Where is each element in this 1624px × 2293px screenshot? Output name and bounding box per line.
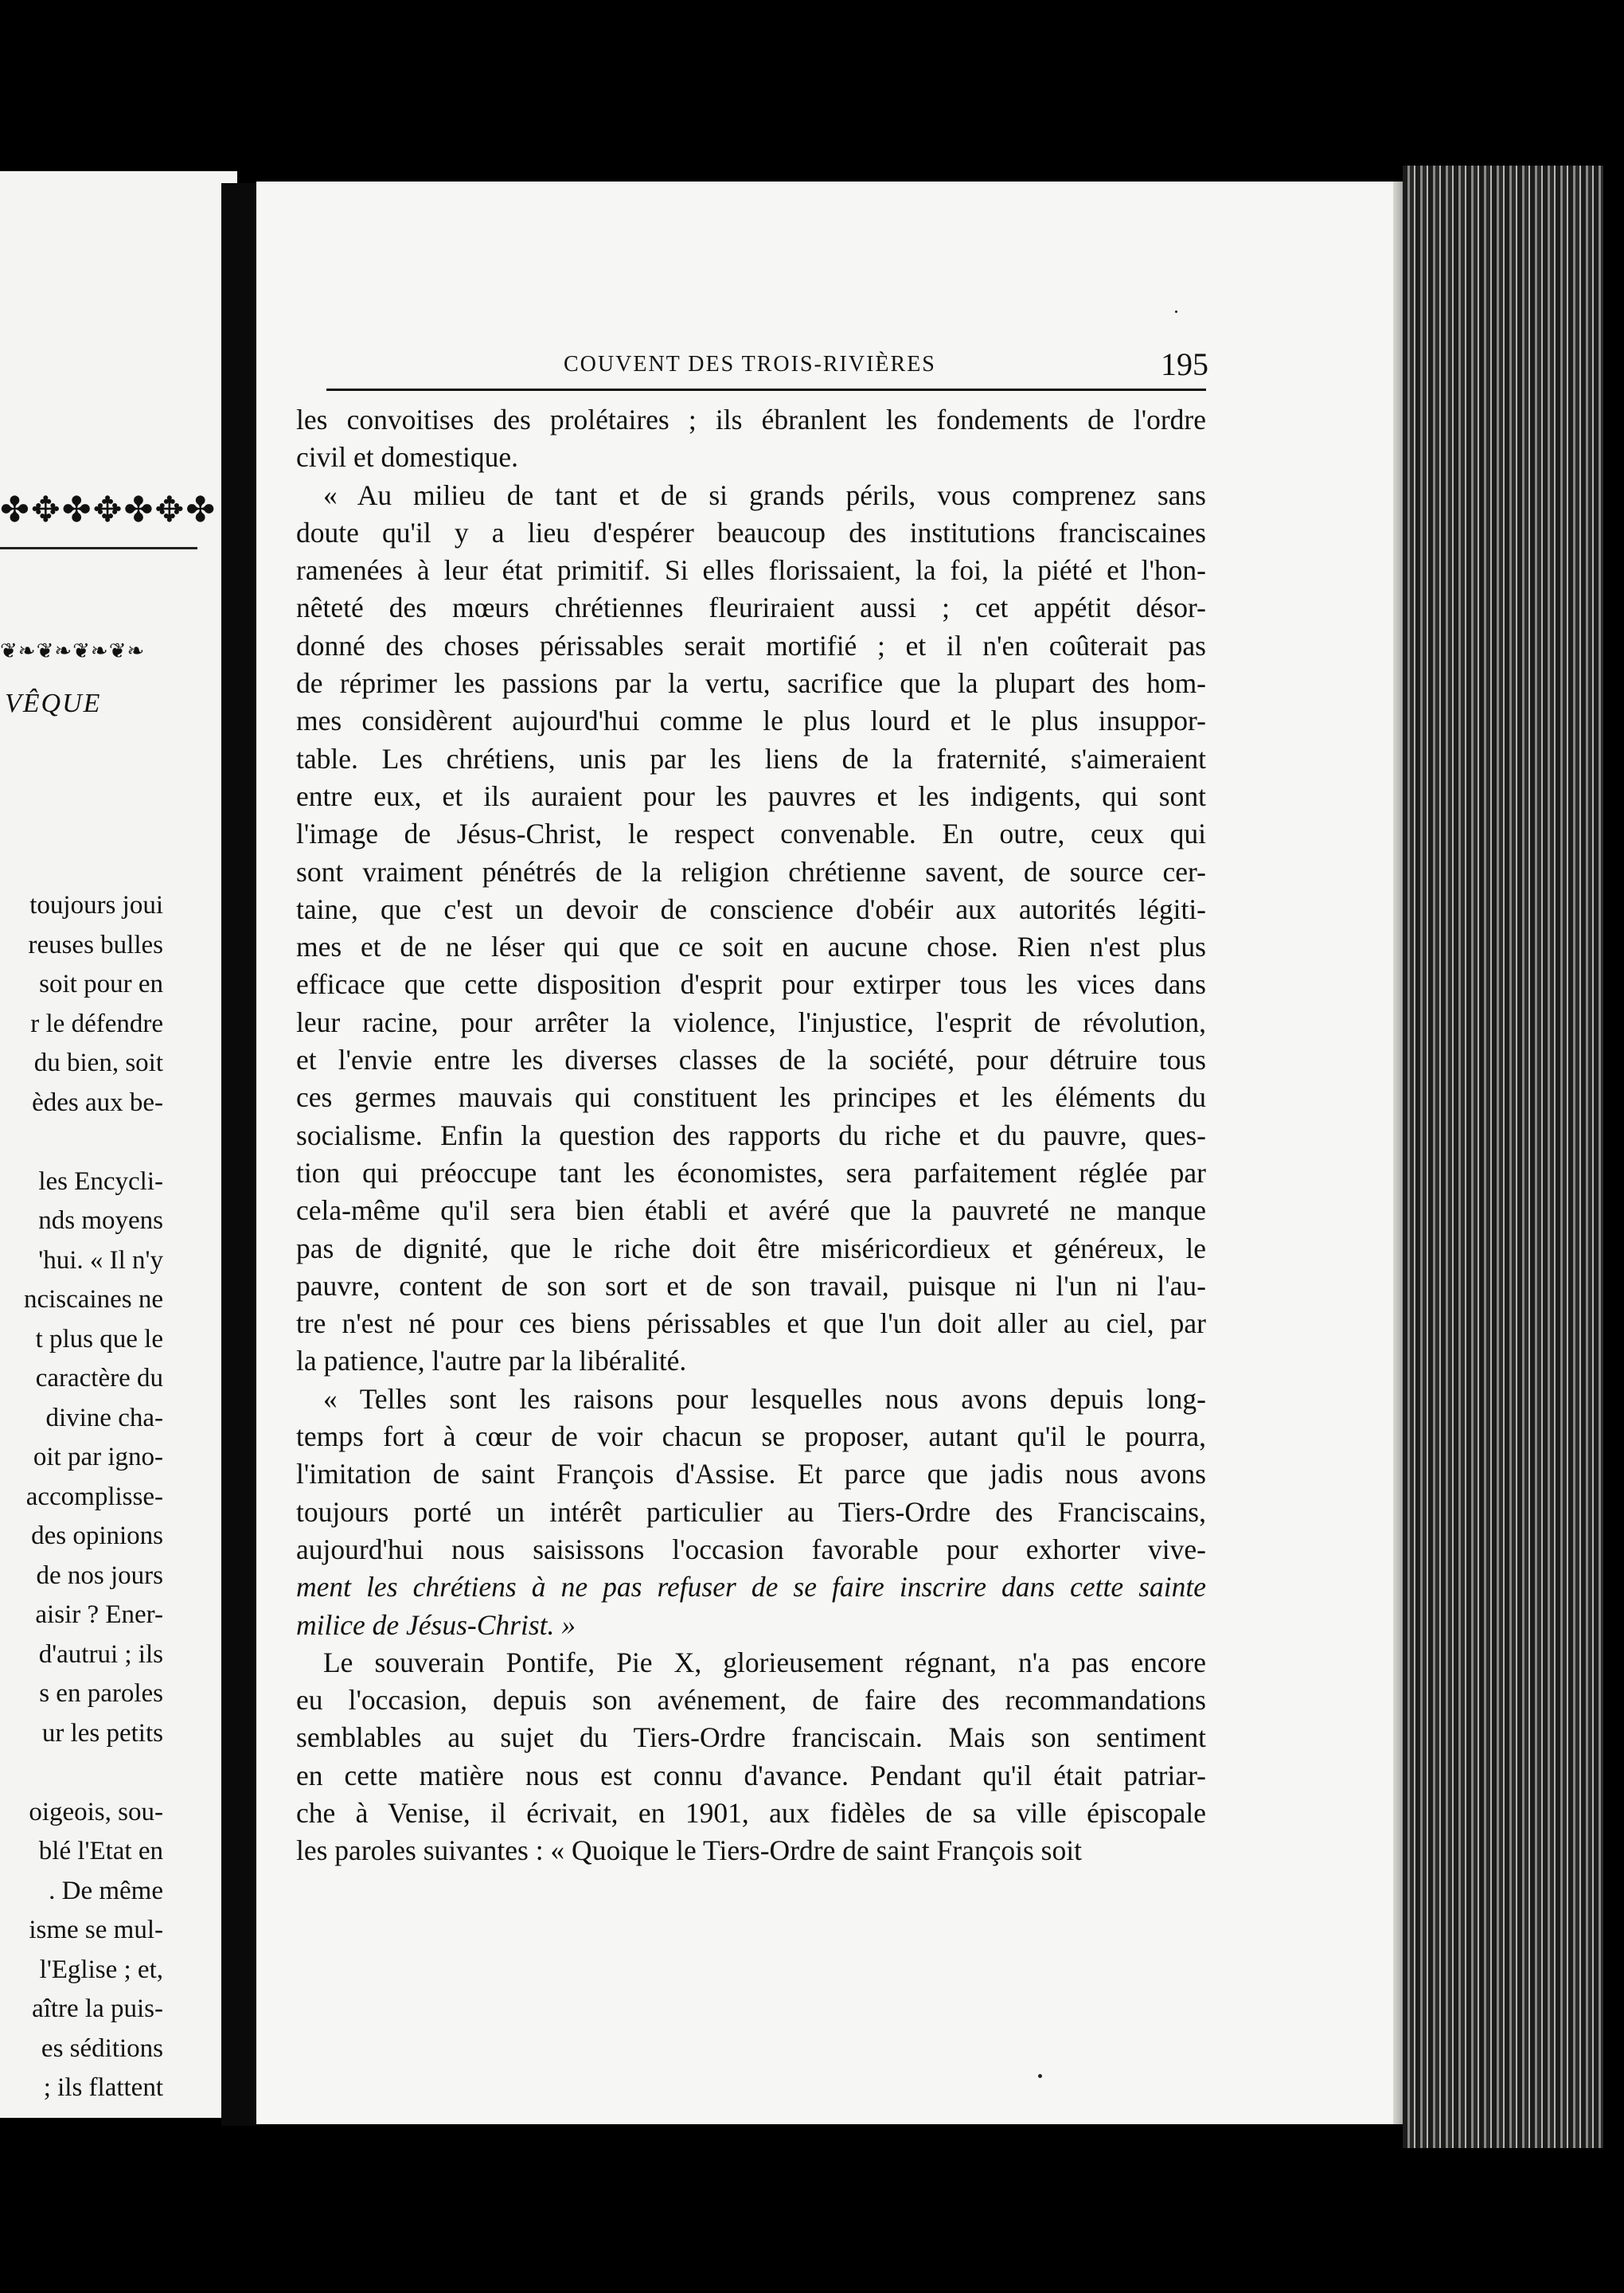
left-text-line: t plus que le (35, 1324, 163, 1354)
text-line: leur racine, pour arrêter la violence, l'injustice, l'esprit de révolution, (296, 1006, 1206, 1038)
body-text (296, 401, 1206, 1870)
left-chapter-heading: VÊQUE (5, 689, 102, 718)
text-line: et l'envie entre les diverses classes de la société, pour détruire tous (296, 1044, 1206, 1076)
ornament-row-icon: ❦❧❦❧❦❧❦❧ (0, 639, 146, 662)
page-header (326, 344, 1208, 392)
left-text-line (0, 1753, 163, 1793)
ornament-band-icon: ✤✥✤✥✤✥✤ (0, 490, 217, 529)
ink-speck (1038, 2074, 1042, 2078)
left-text-line: aisir ? Ener- (35, 1600, 163, 1629)
text-line: toujours porté un intérêt particulier au Tiers-Ordre des Franciscains, (296, 1495, 1206, 1528)
left-text-line: accomplisse- (25, 1482, 163, 1511)
text-line: che à Venise, il écrivait, en 1901, aux fidèles de sa ville épiscopale (296, 1796, 1206, 1829)
text-line: pas de dignité, que le riche doit être miséricordieux et généreux, le (296, 1232, 1206, 1264)
text-line: socialisme. Enfin la question des rapports du riche et du pauvre, ques- (296, 1119, 1206, 1151)
text-line: table. Les chrétiens, unis par les liens de la fraternité, s'aimeraient (296, 742, 1206, 775)
left-text-line: oit par igno- (33, 1443, 163, 1471)
text-line: pauvre, content de son sort et de son travail, puisque ni l'un ni l'au- (296, 1269, 1206, 1302)
left-text-line: soit pour en (39, 970, 163, 998)
text-line: doute qu'il y a lieu d'espérer beaucoup des institutions franciscaines (296, 516, 1206, 549)
left-text-line: du bien, soit (33, 1049, 163, 1077)
text-line: cela-même qu'il sera bien établi et avéré que la pauvreté ne manque (296, 1194, 1206, 1227)
text-line: nêteté des mœurs chrétiennes fleuriraient aussi ; cet appétit désor- (296, 592, 1206, 624)
text-line: la patience, l'autre par la libéralité. (296, 1345, 687, 1377)
text-line: l'imitation de saint François d'Assise. Et parce que jadis nous avons (296, 1458, 1206, 1490)
left-text-line: caractère du (35, 1364, 163, 1393)
left-text-line: divine cha- (45, 1403, 163, 1432)
text-line: eu l'occasion, depuis son avénement, de faire des recommandations (296, 1684, 1206, 1717)
left-text-line: de nos jours (36, 1561, 163, 1590)
text-line: Le souverain Pontife, Pie X, glorieusement régnant, n'a pas encore (323, 1646, 1206, 1678)
text-line: efficace que cette disposition d'esprit pour extirper tous les vices dans (296, 968, 1206, 1001)
text-line: milice de Jésus-Christ. » (296, 1608, 576, 1641)
text-line: mes considèrent aujourd'hui comme le plus lourd et le plus insuppor- (296, 705, 1206, 737)
left-text-line: oigeois, sou- (29, 1797, 163, 1826)
header-rule (326, 389, 1206, 391)
text-line: « Telles sont les raisons pour lesquelles nous avons depuis long- (323, 1382, 1206, 1415)
left-text-line: es séditions (41, 2033, 163, 2063)
text-line: temps fort à cœur de voir chacun se proposer, autant qu'il le pourra, (296, 1420, 1206, 1453)
text-line: « Au milieu de tant et de si grands périls, vous comprenez sans (323, 479, 1206, 511)
left-text-line: reuses bulles (28, 930, 163, 959)
left-header-rule (0, 547, 197, 549)
left-text-line: nciscaines ne (23, 1285, 163, 1314)
text-line: aujourd'hui nous saisissons l'occasion favorable pour exhorter vive- (296, 1533, 1206, 1565)
running-head: COUVENT DES TROIS-RIVIÈRES (564, 352, 936, 377)
text-line: ces germes mauvais qui constituent les principes et les éléments du (296, 1081, 1206, 1114)
left-text-line: s en paroles (39, 1679, 163, 1708)
text-line: l'image de Jésus-Christ, le respect convenable. En outre, ceux qui (296, 818, 1206, 850)
left-text-line: ur les petits (41, 1718, 163, 1748)
text-line: de réprimer les passions par la vertu, sacrifice que la plupart des hom- (296, 667, 1206, 700)
left-text-line: èdes aux be- (32, 1088, 163, 1117)
left-text-line: blé l'Etat en (38, 1837, 163, 1865)
book-gutter (221, 183, 260, 2126)
text-line: sont vraiment pénétrés de la religion chrétienne savent, de source cer- (296, 855, 1206, 888)
left-text-line: les Encycli- (38, 1166, 163, 1196)
left-text-line: . De même (49, 1876, 163, 1905)
text-line: tion qui préoccupe tant les économistes, sera parfaitement réglée par (296, 1156, 1206, 1189)
left-text-line: d'autrui ; ils (38, 1639, 163, 1669)
left-text-line: des opinions (31, 1522, 163, 1550)
text-line: entre eux, et ils auraient pour les pauvres et les indigents, qui sont (296, 779, 1206, 812)
text-line: semblables au sujet du Tiers-Ordre franciscain. Mais son sentiment (296, 1721, 1206, 1754)
left-text-column (0, 886, 163, 2108)
text-line: les convoitises des prolétaires ; ils ébranlent les fondements de l'ordre (296, 404, 1206, 436)
left-text-line: 'hui. « Il n'y (38, 1245, 163, 1275)
text-line: ment les chrétiens à ne pas refuser de se faire inscrire dans cette sainte (296, 1571, 1206, 1604)
left-page (0, 171, 237, 2118)
left-text-line: l'Eglise ; et, (39, 1955, 163, 1984)
text-line: civil et domestique. (296, 441, 519, 474)
text-line: les paroles suivantes : « Quoique le Tiers-Ordre de saint François soit (296, 1834, 1082, 1867)
left-text-line: r le défendre (30, 1009, 163, 1038)
left-text-line: nds moyens (38, 1206, 163, 1235)
text-line: donné des choses périssables serait mortifié ; et il n'en coûterait pas (296, 629, 1206, 662)
left-text-line: toujours joui (29, 891, 163, 920)
book-page-edges (1403, 166, 1603, 2148)
left-text-line (0, 1123, 163, 1162)
page-number: 195 (1161, 346, 1208, 382)
text-line: taine, que c'est un devoir de conscience d'obéir aux autorités légiti- (296, 893, 1206, 925)
text-line: tre n'est né pour ces biens périssables et que l'un doit aller au ciel, par (296, 1307, 1206, 1340)
text-line: ramenées à leur état primitif. Si elles florissaient, la foi, la piété et l'hon- (296, 554, 1206, 587)
left-text-line: isme se mul- (29, 1916, 163, 1944)
text-line: mes et de ne léser qui que ce soit en aucune chose. Rien n'est plus (296, 931, 1206, 963)
text-line: en cette matière nous est connu d'avance. Pendant qu'il était patriar- (296, 1759, 1206, 1791)
left-text-line: aître la puis- (32, 1994, 163, 2023)
left-text-line: ; ils flattent (43, 2073, 163, 2102)
ink-speck (1175, 311, 1177, 313)
